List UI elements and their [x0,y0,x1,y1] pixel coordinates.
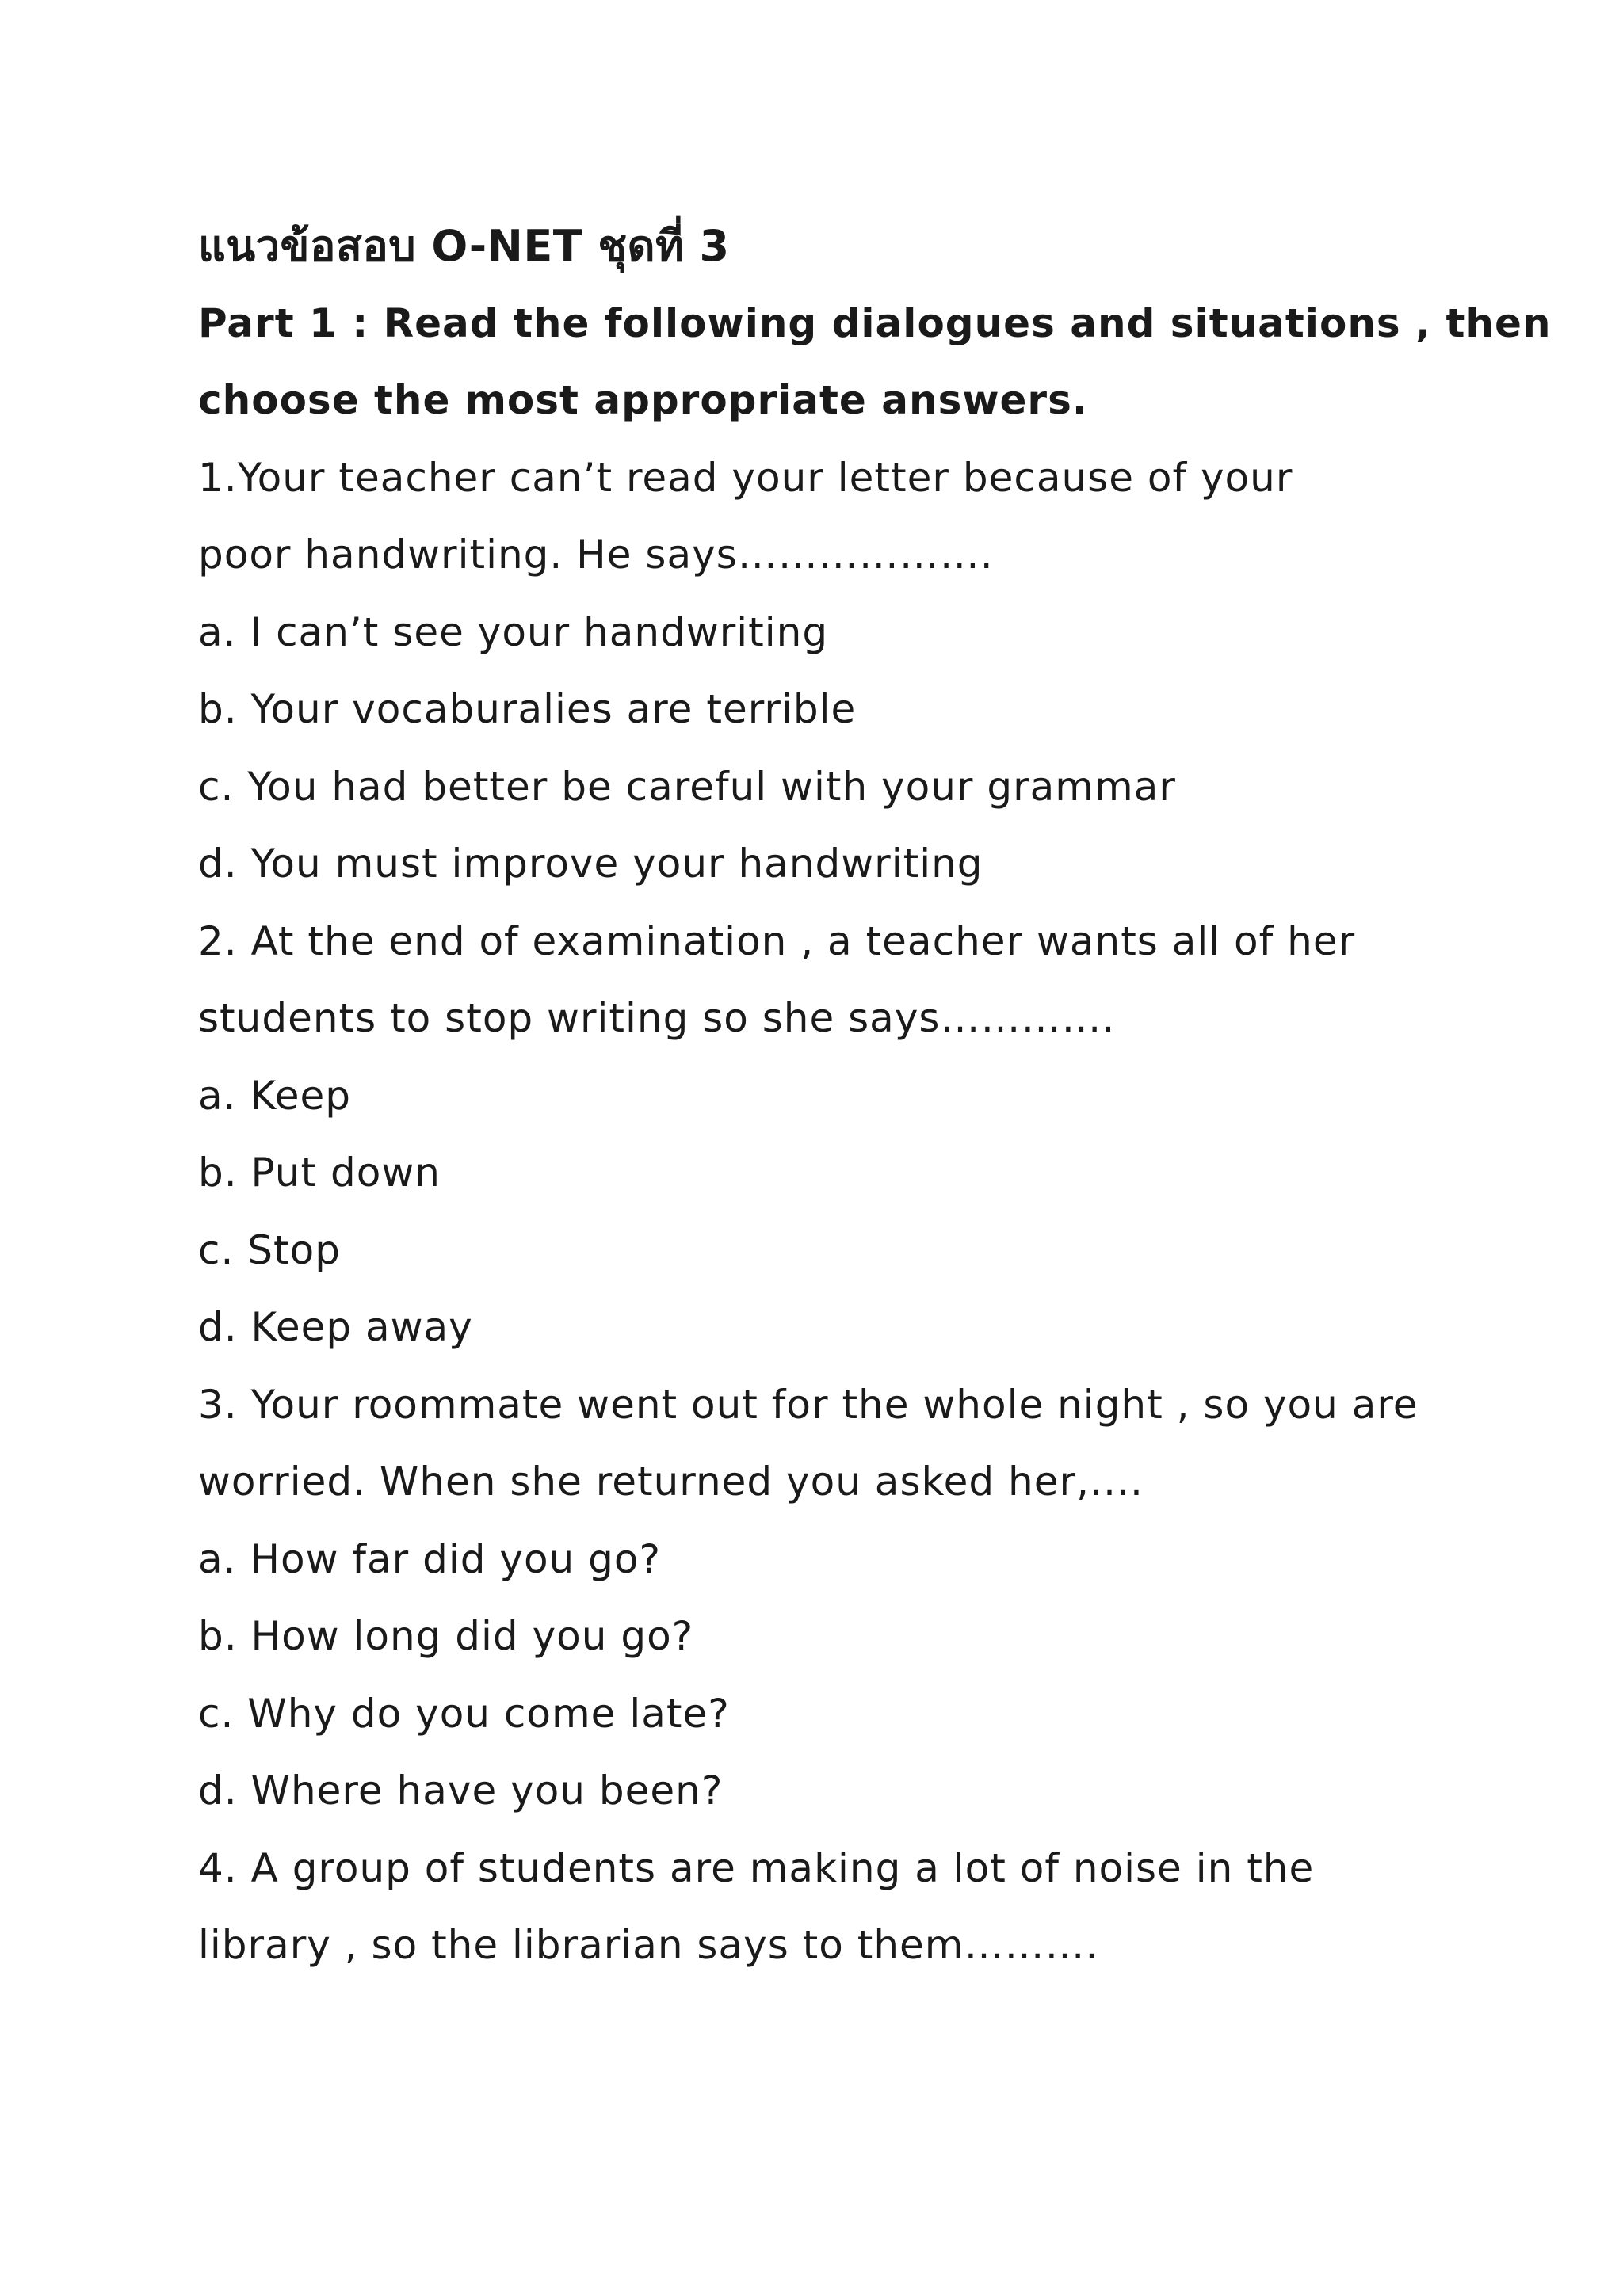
question-2-option-a: a. Keep [198,1072,351,1119]
question-3-option-d: d. Where have you been? [198,1768,724,1814]
question-1-option-d: d. You must improve your handwriting [198,841,983,887]
question-2-stem-line-2: students to stop writing so she says…………. [198,995,1116,1041]
exam-content [198,208,1552,1985]
question-2-option-b: b. Put down [198,1150,441,1196]
question-3-option-b: b. How long did you go? [198,1613,694,1659]
question-1-stem-line-2: poor handwriting. He says………………. [198,532,994,578]
question-3 [198,1367,1482,1830]
question-3-stem-line-2: worried. When she returned you asked her,…. [198,1459,1144,1505]
question-2-stem-line-1: 2. At the end of examination , a teacher wants all of her [198,917,1356,964]
question-4-stem-line-2: library , so the librarian says to them………. [198,1922,1099,1968]
question-4 [198,1830,1482,1985]
question-1-stem-line-1: 1.Your teacher can’t read your letter because of your [198,454,1293,501]
question-2 [198,903,1482,1367]
question-1 [198,440,1482,903]
question-2-option-c: c. Stop [198,1226,341,1273]
question-1-option-c: c. You had better be careful with your grammar [198,763,1176,810]
part1-instruction-line-1: Part 1 : Read the following dialogues and situations , then [198,299,1552,346]
question-3-option-a: a. How far did you go? [198,1535,661,1582]
part1-instruction-line-2: choose the most appropriate answers. [198,377,1088,423]
question-4-stem-line-1: 4. A group of students are making a lot of noise in the [198,1844,1315,1891]
question-3-option-c: c. Why do you come late? [198,1690,730,1737]
page-title: แนวข้อสอบ O-NET ชุดที่ 3 [198,221,730,271]
question-2-option-d: d. Keep away [198,1304,473,1350]
question-3-stem-line-1: 3. Your roommate went out for the whole night , so you are [198,1381,1419,1428]
question-1-option-a: a. I can’t see your handwriting [198,608,829,655]
question-1-option-b: b. Your vocaburalies are terrible [198,686,857,732]
